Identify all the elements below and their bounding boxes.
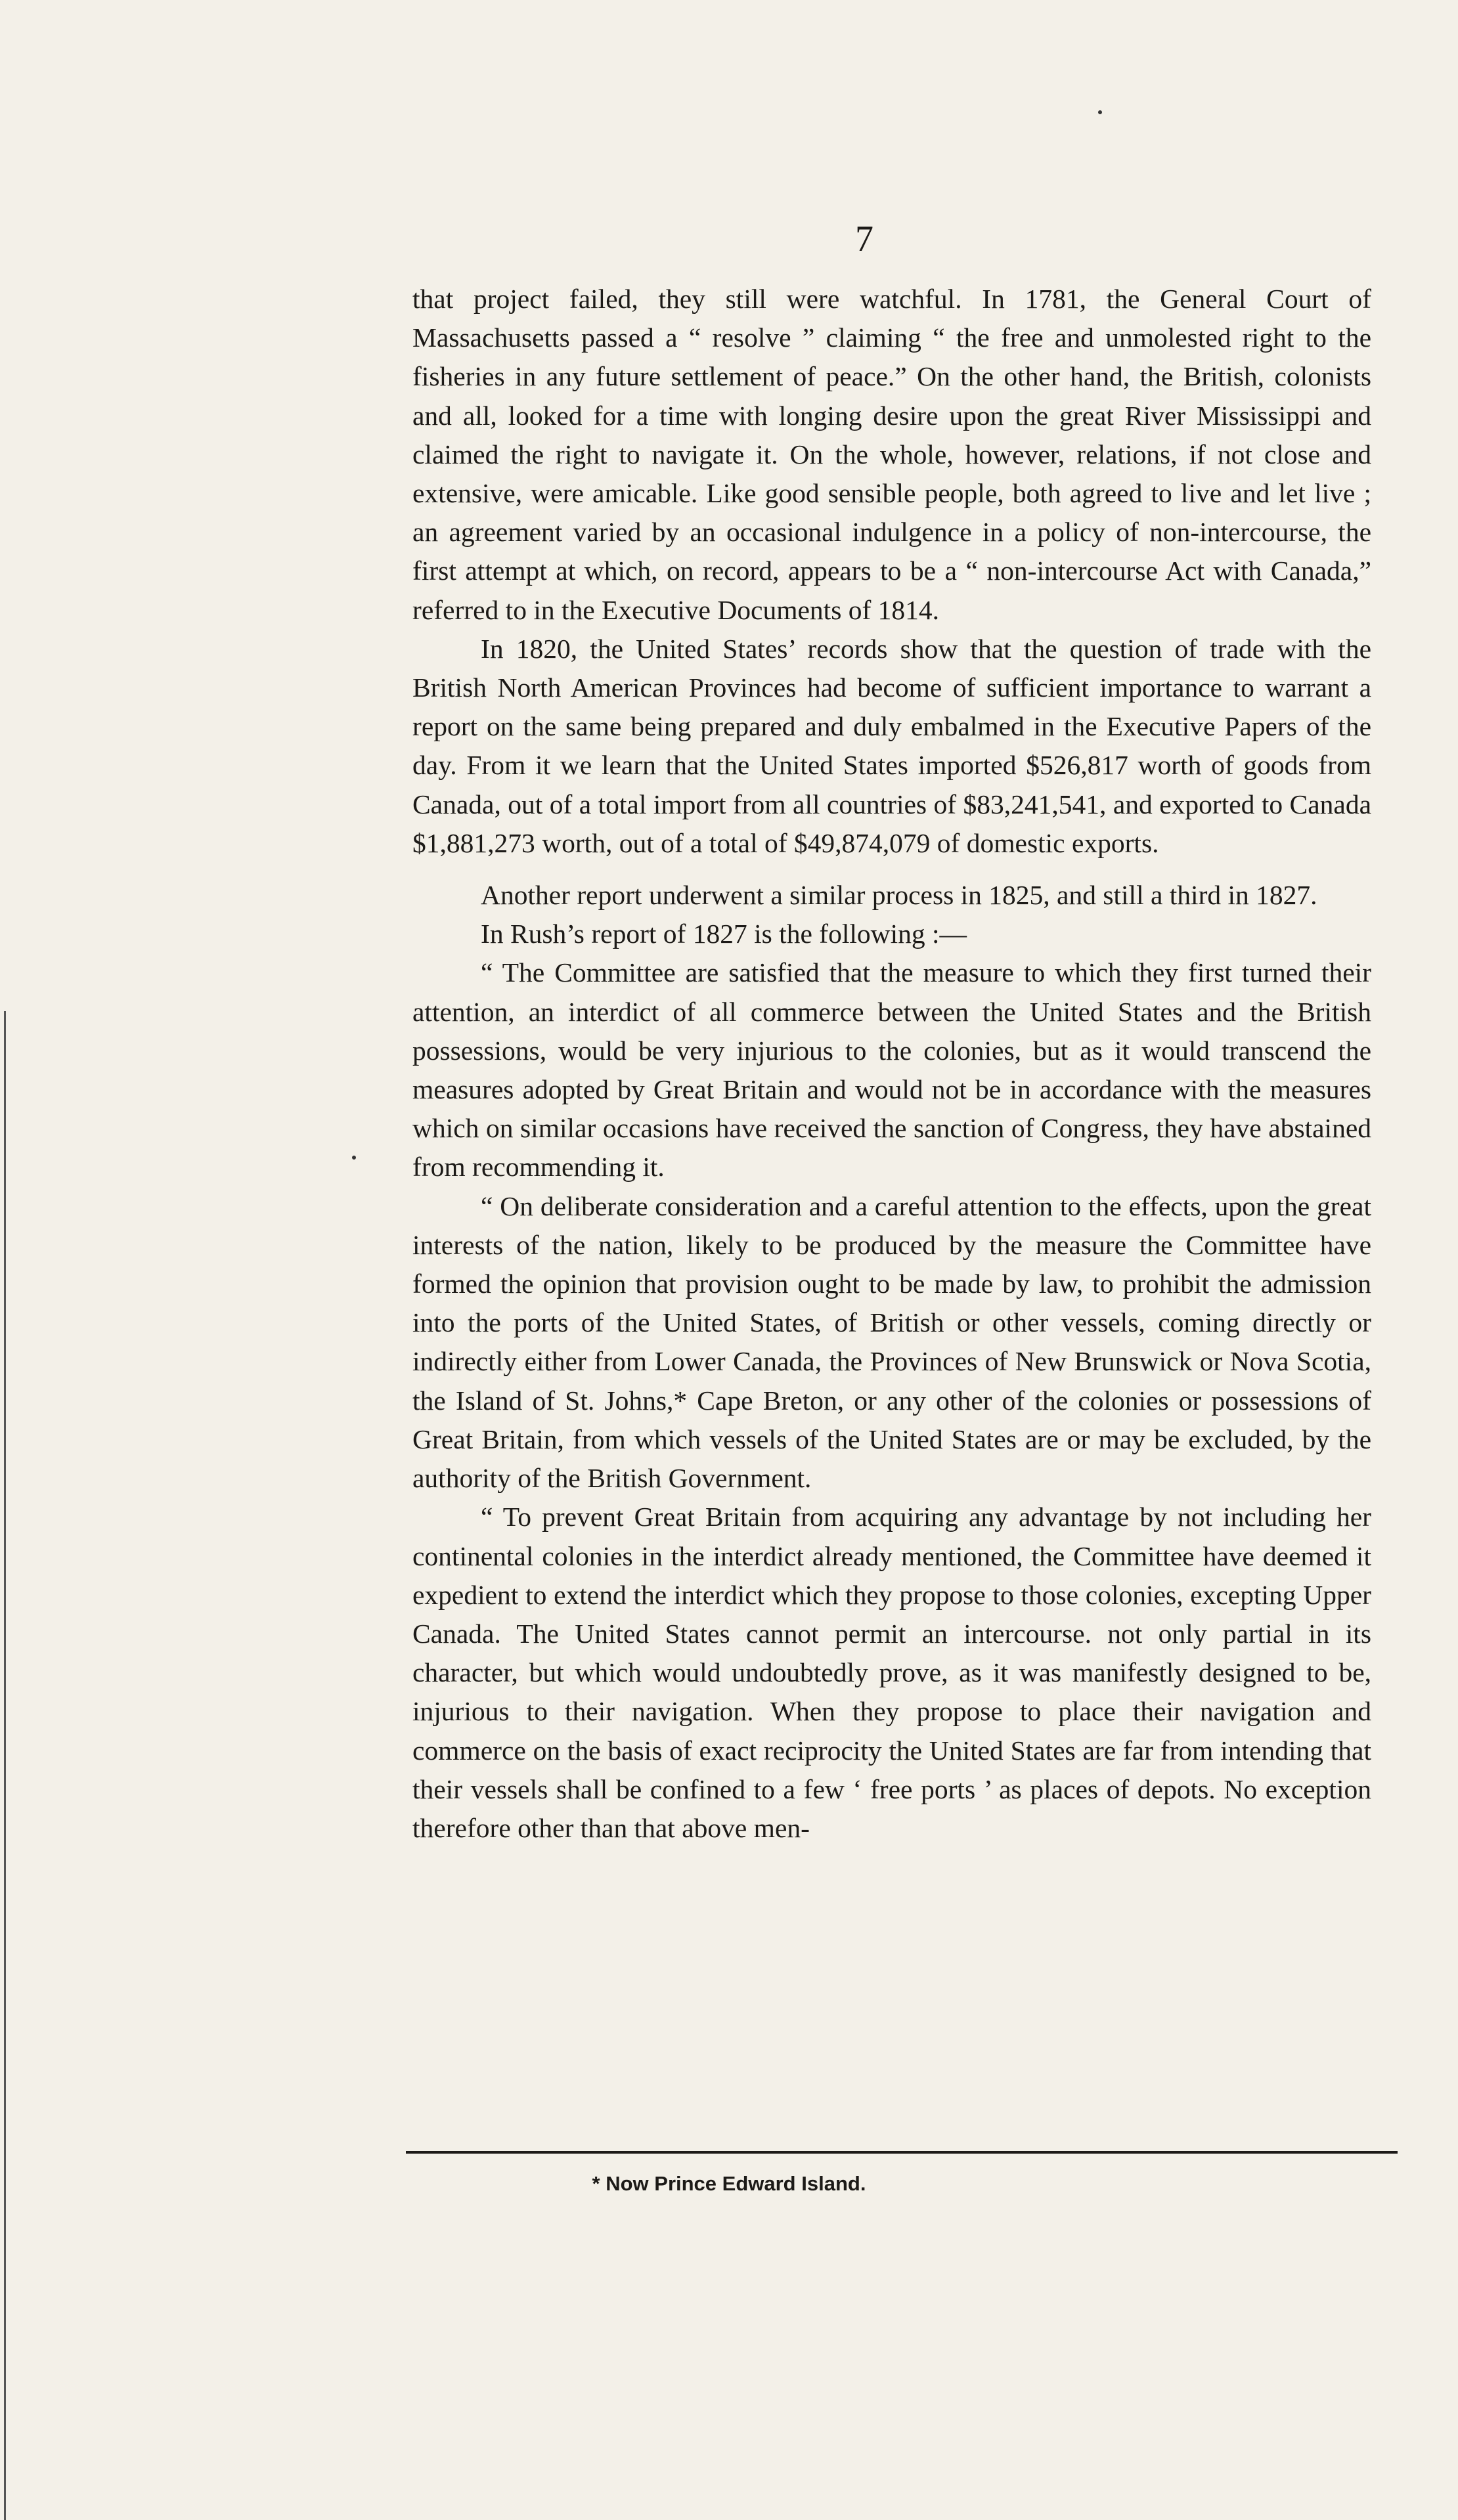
scan-margin-line <box>4 1011 6 2520</box>
scan-speck <box>352 1156 356 1160</box>
paragraph: “ On deliberate consideration and a careful attention to the effects, upon the great interests of the nation, likely to be produced by the measure the Committee have formed the opinion that provision ought to be made by law, to prohibit the admission into the ports of the United States, of British or other vessels, coming directly or indirectly either from Lower Canada, the Provinces of New Brunswick or Nova Scotia, the Island of St. Johns,* Cape Breton, or any other of the colonies or possessions of Great Britain, from which vessels of the United States are or may be excluded, by the authority of the British Government. <box>412 1190 1371 1494</box>
footnote: * Now Prince Edward Island. <box>592 2172 866 2195</box>
paragraph: In Rush’s report of 1827 is the following :— <box>481 919 967 949</box>
paragraph: that project failed, they still were watchful. In 1781, the General Court of Massachusetts passed a “ resolve ” claiming “ the free and unmolested right to the fisheries in any future settlement of peace.” On the other hand, the British, colonists and all, looked for a time with longing desire upon the great River Mississippi and claimed the right to navigate it. On the whole, however, relations, if not close and extensive, were amicable. Like good sensible people, both agreed to live and let live ; an agreement varied by an occasional indulgence in a policy of non-intercourse, the first attempt at which, on record, appears to be a “ non-intercourse Act with Canada,” referred to in the Executive Documents of 1814. <box>412 284 1371 625</box>
paragraph: “ To prevent Great Britain from acquiring any advantage by not including her continental colonies in the interdict already mentioned, the Committee have deemed it expedient to extend the interdict which they propose to those colonies, excepting Upper Canada. The United States cannot permit an intercourse. not only partial in its character, but which would undoubtedly prove, as it was manifestly designed to be, injurious to their navigation. When they propose to place their navigation and commerce on the basis of exact reciprocity the United States are far from intending that their vessels shall be confined to a few ‘ free ports ’ as places of depots. No exception therefore other than that above men- <box>412 1502 1371 1843</box>
footnote-rule <box>406 2151 1398 2154</box>
paragraph: In 1820, the United States’ records show that the question of trade with the British North American Provinces had become of sufficient importance to warrant a report on the same being prepared and duly embalmed in the Executive Papers of the day. From it we learn that the United States imported $526,817 worth of goods from Canada, out of a total import from all countries of $83,241,541, and exported to Canada $1,881,273 worth, out of a total of $49,874,079 of domestic exports. <box>412 633 1371 858</box>
paragraph: “ The Committee are satisfied that the measure to which they first turned their attention, an interdict of all commerce between the United States and the British possessions, would be very injurious to the colonies, but as it would transcend the measures adopted by Great Britain and would not be in accordance with the measures which on similar occasions have received the sanction of Congress, they have abstained from recommending it. <box>412 957 1371 1183</box>
paragraph: Another report underwent a similar process in 1825, and still a third in 1827. <box>481 880 1317 911</box>
body-text <box>412 280 1371 1848</box>
scan-speck <box>1098 110 1102 114</box>
page-number: 7 <box>855 219 873 259</box>
